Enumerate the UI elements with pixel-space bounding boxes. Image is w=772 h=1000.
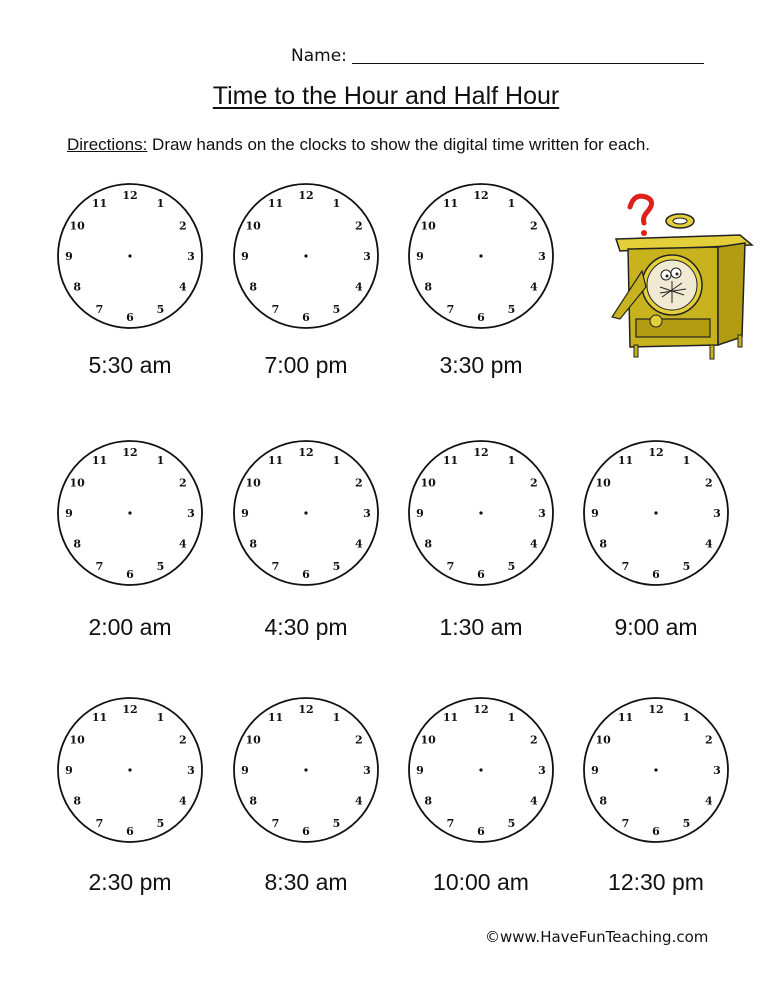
clock-number: 3	[538, 764, 546, 777]
clock-number: 7	[271, 816, 280, 830]
clock-number: 1	[507, 711, 516, 725]
clock-number: 6	[126, 825, 134, 838]
clock-face[interactable]	[55, 438, 205, 588]
clock-number: 6	[126, 311, 134, 324]
clock-number: 7	[621, 816, 630, 830]
clock-number: 1	[332, 197, 341, 211]
clock-icon	[581, 438, 731, 588]
clock-number: 8	[424, 280, 433, 294]
clock-icon	[231, 438, 381, 588]
clock-number: 3	[363, 764, 371, 777]
clock-number: 5	[332, 302, 341, 316]
clock-number: 6	[302, 311, 310, 324]
clock-number: 11	[442, 454, 459, 468]
clock-number: 5	[156, 559, 165, 573]
clock-number: 6	[302, 568, 310, 581]
clock-number: 7	[95, 302, 104, 316]
clock-number: 12	[648, 446, 664, 459]
clock-number: 4	[178, 794, 187, 808]
clock-number: 8	[599, 537, 608, 551]
time-label: 1:30 am	[439, 614, 523, 640]
clock-face[interactable]	[581, 438, 731, 588]
clock-number: 9	[416, 764, 424, 777]
clock-number: 5	[507, 302, 516, 316]
time-label: 3:30 pm	[439, 352, 523, 378]
clock-number: 9	[241, 507, 249, 520]
clock-number: 11	[617, 711, 634, 725]
clock-icon	[406, 181, 556, 331]
name-input-line[interactable]	[352, 63, 704, 64]
clock-number: 1	[507, 197, 516, 211]
clock-number: 2	[178, 219, 187, 233]
clock-face[interactable]	[55, 695, 205, 845]
clock-icon	[231, 695, 381, 845]
clock-number: 8	[249, 280, 258, 294]
clock-number: 11	[442, 711, 459, 725]
clock-number: 7	[446, 816, 455, 830]
clock-number: 1	[507, 454, 516, 468]
clock-icon	[406, 438, 556, 588]
clock-icon	[406, 695, 556, 845]
clock-face[interactable]	[231, 438, 381, 588]
clock-number: 5	[156, 302, 165, 316]
directions-text: Draw hands on the clocks to show the digital time written for each.	[147, 135, 650, 154]
clock-number: 8	[73, 537, 82, 551]
clock-number: 7	[446, 302, 455, 316]
clock-number: 1	[682, 454, 691, 468]
clock-number: 9	[591, 507, 599, 520]
clock-number: 4	[178, 280, 187, 294]
clock-number: 3	[713, 764, 721, 777]
copyright-footer: ©www.HaveFunTeaching.com	[485, 928, 709, 946]
clock-number: 1	[332, 454, 341, 468]
clock-number: 6	[477, 311, 485, 324]
clock-number: 3	[713, 507, 721, 520]
clock-face[interactable]	[406, 438, 556, 588]
clock-number: 12	[298, 446, 314, 459]
clock-number: 8	[73, 280, 82, 294]
clock-number: 3	[538, 507, 546, 520]
clock-cartoon-illustration	[600, 185, 770, 365]
clock-face[interactable]	[231, 181, 381, 331]
time-label: 10:00 am	[433, 869, 529, 895]
clock-face[interactable]	[581, 695, 731, 845]
clock-number: 4	[354, 280, 363, 294]
time-label: 9:00 am	[614, 614, 698, 640]
clock-number: 1	[156, 454, 165, 468]
time-label: 12:30 pm	[608, 869, 704, 895]
clock-number: 9	[65, 250, 73, 263]
clock-number: 9	[65, 764, 73, 777]
confused-clock-icon	[600, 185, 770, 365]
clock-number: 7	[95, 559, 104, 573]
clock-number: 10	[420, 733, 436, 747]
clock-number: 3	[538, 250, 546, 263]
clock-number: 10	[69, 219, 85, 233]
clock-number: 7	[621, 559, 630, 573]
clock-number: 4	[354, 537, 363, 551]
clock-number: 10	[595, 733, 611, 747]
clock-number: 12	[298, 703, 314, 716]
clock-number: 7	[271, 302, 280, 316]
clock-number: 11	[91, 197, 108, 211]
clock-number: 6	[652, 568, 660, 581]
clock-number: 4	[704, 794, 713, 808]
clock-number: 11	[617, 454, 634, 468]
clock-number: 3	[187, 764, 195, 777]
clock-number: 10	[420, 476, 436, 490]
clock-number: 5	[682, 559, 691, 573]
clock-number: 12	[298, 189, 314, 202]
clock-number: 12	[473, 703, 489, 716]
clock-number: 9	[416, 250, 424, 263]
time-label: 5:30 am	[88, 352, 172, 378]
clock-icon	[231, 181, 381, 331]
clock-number: 6	[477, 825, 485, 838]
clock-number: 11	[442, 197, 459, 211]
clock-face[interactable]	[406, 181, 556, 331]
time-label: 4:30 pm	[264, 614, 348, 640]
time-label: 8:30 am	[264, 869, 348, 895]
clock-number: 12	[473, 189, 489, 202]
clock-number: 1	[332, 711, 341, 725]
clock-number: 9	[241, 250, 249, 263]
clock-number: 9	[416, 507, 424, 520]
clock-number: 3	[363, 507, 371, 520]
clock-number: 11	[267, 197, 284, 211]
time-label: 2:00 am	[88, 614, 172, 640]
clock-number: 8	[599, 794, 608, 808]
name-label: Name:	[291, 46, 347, 66]
clock-number: 2	[529, 733, 538, 747]
clock-number: 9	[65, 507, 73, 520]
clock-number: 12	[648, 703, 664, 716]
clock-number: 5	[332, 816, 341, 830]
clock-number: 4	[178, 537, 187, 551]
clock-number: 5	[332, 559, 341, 573]
time-label: 2:30 pm	[88, 869, 172, 895]
clock-number: 3	[187, 507, 195, 520]
clock-number: 8	[249, 794, 258, 808]
clock-number: 10	[245, 219, 261, 233]
clock-icon	[55, 695, 205, 845]
clock-number: 6	[126, 568, 134, 581]
clock-number: 4	[529, 794, 538, 808]
clock-number: 2	[704, 476, 713, 490]
clock-number: 8	[424, 537, 433, 551]
clock-number: 2	[354, 219, 363, 233]
clock-icon	[55, 181, 205, 331]
clock-number: 8	[424, 794, 433, 808]
clock-icon	[581, 695, 731, 845]
clock-number: 9	[591, 764, 599, 777]
clock-number: 2	[529, 476, 538, 490]
clock-number: 11	[267, 711, 284, 725]
clock-number: 12	[122, 703, 138, 716]
clock-number: 12	[122, 189, 138, 202]
directions-lead: Directions:	[67, 135, 148, 154]
time-label: 7:00 pm	[264, 352, 348, 378]
clock-number: 1	[682, 711, 691, 725]
clock-face[interactable]	[406, 695, 556, 845]
clock-number: 4	[529, 537, 538, 551]
clock-number: 5	[507, 816, 516, 830]
clock-number: 7	[95, 816, 104, 830]
clock-number: 5	[682, 816, 691, 830]
clock-number: 6	[477, 568, 485, 581]
clock-number: 3	[187, 250, 195, 263]
clock-number: 5	[156, 816, 165, 830]
clock-number: 7	[446, 559, 455, 573]
clock-number: 12	[122, 446, 138, 459]
clock-number: 12	[473, 446, 489, 459]
clock-number: 4	[529, 280, 538, 294]
clock-number: 9	[241, 764, 249, 777]
clock-number: 11	[91, 711, 108, 725]
clock-number: 2	[529, 219, 538, 233]
clock-number: 10	[245, 733, 261, 747]
clock-number: 10	[245, 476, 261, 490]
clock-face[interactable]	[55, 181, 205, 331]
clock-icon	[55, 438, 205, 588]
clock-number: 2	[178, 733, 187, 747]
clock-number: 6	[652, 825, 660, 838]
clock-number: 7	[271, 559, 280, 573]
clock-number: 2	[354, 476, 363, 490]
clock-number: 1	[156, 711, 165, 725]
clock-number: 10	[69, 476, 85, 490]
clock-number: 10	[420, 219, 436, 233]
clock-number: 8	[249, 537, 258, 551]
clock-number: 2	[354, 733, 363, 747]
clock-number: 11	[267, 454, 284, 468]
clock-number: 11	[91, 454, 108, 468]
clock-number: 2	[704, 733, 713, 747]
directions	[67, 135, 650, 155]
clock-number: 4	[704, 537, 713, 551]
clock-number: 5	[507, 559, 516, 573]
clock-number: 2	[178, 476, 187, 490]
clock-number: 4	[354, 794, 363, 808]
clock-number: 8	[73, 794, 82, 808]
clock-number: 3	[363, 250, 371, 263]
clock-number: 1	[156, 197, 165, 211]
clock-number: 10	[69, 733, 85, 747]
clock-number: 6	[302, 825, 310, 838]
clock-number: 10	[595, 476, 611, 490]
page-title: Time to the Hour and Half Hour	[212, 82, 560, 110]
clock-face[interactable]	[231, 695, 381, 845]
